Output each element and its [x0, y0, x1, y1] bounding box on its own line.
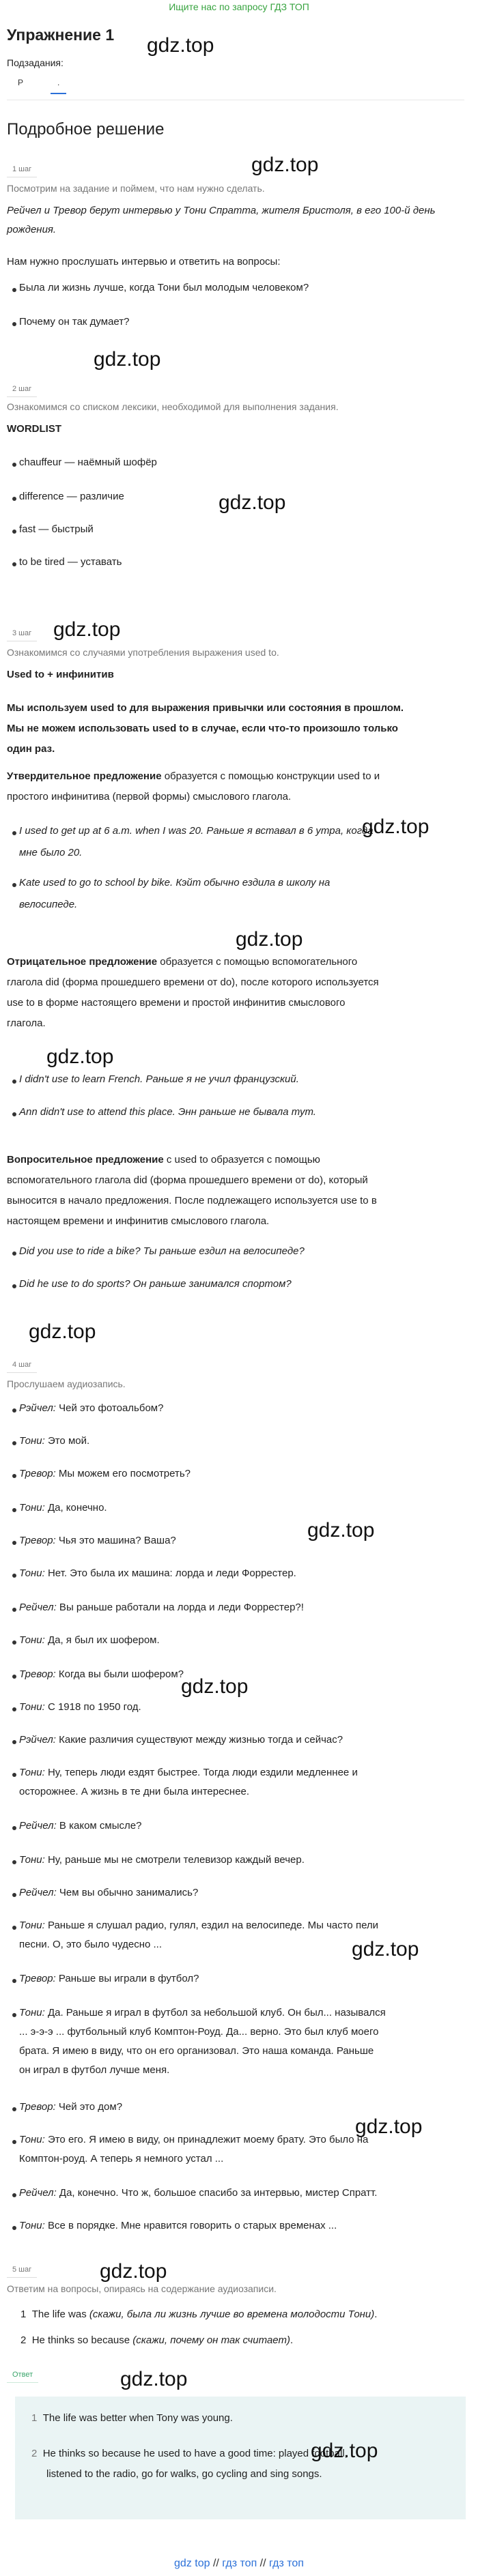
speech-text: Да. Раньше я играл в футбол за небольшой клуб. Он был... назывался [44, 2007, 386, 2018]
speaker-name: Тревор: [19, 1668, 56, 1680]
negative-title: Отрицательное предложение [7, 956, 158, 968]
speech-text: Какие различия существуют между жизнью тогда и сейчас? [55, 1734, 343, 1746]
watermark: gdz.top [236, 928, 303, 951]
affirmative-text: образуется с помощью конструкции used to и [161, 770, 380, 782]
step-note: Ответим на вопросы, опираясь на содержание аудиозаписи. [7, 2283, 277, 2294]
footer-separator: // [210, 2558, 223, 2569]
bullet [12, 497, 16, 501]
speaker-name: Рэйчел: [19, 1402, 56, 1414]
speech-text: Раньше вы играли в футбол? [55, 1973, 199, 1984]
question-text-4: настоящем времени и инфинитив смыслового глагола. [7, 1215, 270, 1227]
answer-text: He thinks so because he used to have a good time: played football, [42, 2448, 348, 2459]
negative-text-4: глагола. [7, 1017, 46, 1029]
word-item: difference — различие [19, 491, 124, 502]
bullet [12, 1080, 16, 1084]
answer-end: . [374, 2309, 378, 2320]
speaker-name: Тревор: [19, 2101, 56, 2113]
speech-text-cont: он играл в футбол лучше меня. [19, 2064, 170, 2076]
speech-text: В каком смысле? [56, 1820, 142, 1832]
bullet [12, 1640, 16, 1645]
dialogue-line [19, 1399, 464, 1418]
speaker-name: Тони: [19, 1435, 45, 1447]
watermark: gdz.top [251, 154, 319, 176]
step-badge: 5 шаг [7, 2266, 37, 2278]
speaker-name: Тони: [19, 1854, 45, 1866]
bullet [12, 1284, 16, 1288]
answer-line-2-cont: listened to the radio, go for walks, go cycling and sing songs. [46, 2468, 322, 2480]
watermark: gdz.top [120, 2368, 188, 2390]
dialogue-line [19, 2098, 464, 2117]
answer-template-1 [20, 2305, 464, 2324]
bullet [12, 831, 16, 835]
dialogue-line [19, 2003, 464, 2080]
answer-en: He thinks so because [31, 2334, 133, 2346]
watermark: gdz.top [94, 348, 161, 371]
answer-ru: (скажи, была ли жизнь лучше во времена молодости Тони) [89, 2309, 375, 2320]
solution-title: Подробное решение [7, 120, 165, 139]
speech-text: Раньше я слушал радио, гулял, ездил на велосипеде. Мы часто пели [44, 1920, 379, 1931]
example-item-cont: велосипеде. [19, 899, 78, 910]
speaker-name: Тони: [19, 1920, 45, 1931]
watermark: gdz.top [147, 34, 214, 57]
rule-line: Мы не можем использовать used to в случае, если что-то произошло только [7, 723, 398, 734]
question-title: Вопросительное предложение [7, 1154, 164, 1166]
bullet [12, 1574, 16, 1578]
speech-text: С 1918 по 1950 год. [44, 1701, 141, 1713]
speech-text: Чей это фотоальбом? [55, 1402, 164, 1414]
speech-text: Ну, раньше мы не смотрели телевизор каждый вечер. [44, 1854, 305, 1866]
speaker-name: Рейчел: [19, 1887, 57, 1898]
dialogue-line [19, 1731, 464, 1750]
bullet [12, 883, 16, 887]
bullet [12, 1251, 16, 1256]
speaker-name: Тони: [19, 2220, 45, 2231]
speech-text: Чем вы обычно занимались? [56, 1887, 199, 1898]
footer-separator: // [257, 2558, 270, 2569]
speech-text: Да, я был их шофером. [44, 1634, 160, 1646]
answer-en: The life was [31, 2309, 89, 2320]
speaker-name: Тревор: [19, 1973, 56, 1984]
speech-text: Да, конечно. [44, 1502, 107, 1514]
question-text-2: вспомогательного глагола did (форма прошедшего времени от do), который [7, 1174, 368, 1186]
speech-text-cont: ... э-э-э ... футбольный клуб Комптон-Роуд. Да... верно. Это был клуб моего [19, 2026, 379, 2038]
bullet [12, 1707, 16, 1711]
example-item: Kate used to go to school by bike. Кэйт обычно ездила в школу на [19, 877, 331, 888]
example-item: Did he use to do sports? Он раньше занимался спортом? [19, 1278, 292, 1290]
step-badge: 2 шаг [7, 385, 37, 397]
bullet [12, 1740, 16, 1744]
dialogue-line [19, 1464, 464, 1484]
bullet [12, 2226, 16, 2230]
speech-text: Вы раньше работали на лорда и леди Форрестер?! [56, 1602, 304, 1613]
bullet [12, 2013, 16, 2017]
dialogue-line [19, 1851, 464, 1870]
bullet [12, 1508, 16, 1512]
example-item: I used to get up at 6 a.m. when I was 20. Раньше я вставал в 6 утра, когда [19, 825, 374, 837]
watermark: gdz.top [181, 1675, 249, 1698]
negative-rule [7, 953, 464, 972]
answer-line-2: 2 He thinks so because he used to have a good time: played football, [31, 2448, 348, 2459]
speech-text-cont: песни. О, это было чудесно ... [19, 1939, 163, 1950]
footer-links [0, 2558, 478, 2570]
dialogue-line [19, 1631, 464, 1650]
question-text-3: выносится в начало предложения. После подлежащего используется use to в [7, 1195, 377, 1206]
speech-text-cont: осторожнее. А жизнь в те дни была интереснее. [19, 1786, 250, 1797]
watermark: gdz.top [100, 2260, 167, 2283]
dialogue-line [19, 2216, 464, 2235]
watermark: gdz.top [355, 2115, 423, 2138]
bullet [12, 1541, 16, 1545]
answer-text: The life was better when Tony was young. [42, 2412, 233, 2424]
bullet [12, 1112, 16, 1116]
speaker-name: Тони: [19, 1634, 45, 1646]
dialogue-line [19, 1698, 464, 1717]
bullet [12, 1979, 16, 1983]
speaker-name: Тони: [19, 1767, 45, 1778]
watermark: gdz.top [307, 1519, 375, 1542]
speaker-name: Рейчел: [19, 1602, 57, 1613]
speaker-name: Тревор: [19, 1468, 56, 1479]
affirmative-title: Утвердительное предложение [7, 770, 162, 782]
speaker-name: Тревор: [19, 1535, 56, 1546]
dialogue-line [19, 1432, 464, 1451]
speech-text: Это мой. [44, 1435, 90, 1447]
bullet [12, 2107, 16, 2111]
footer-link[interactable]: gdz top [174, 2558, 210, 2569]
negative-text-3: use to в форме настоящего времени и простой инфинитив смыслового [7, 997, 346, 1009]
dialogue-line [19, 1564, 464, 1583]
negative-text-2: глагола did (форма прошедшего времени от do), после которого используется [7, 976, 379, 988]
dialogue-line [19, 1499, 464, 1518]
wordlist-heading: WORDLIST [7, 423, 61, 435]
top-banner[interactable]: Ищите нас по запросу ГДЗ ТОП [169, 1, 309, 12]
speech-text: Да, конечно. Что ж, большое спасибо за интервью, мистер Спратт. [56, 2187, 378, 2199]
step-badge: 1 шаг [7, 165, 37, 177]
footer-link[interactable]: гдз топ [222, 2558, 257, 2569]
word-item: to be tired — уставать [19, 556, 122, 568]
speech-text-cont: брата. Я имею в виду, что он его организовал. Это наша команда. Раньше [19, 2045, 374, 2057]
dialogue-line [19, 1883, 464, 1902]
subtask-tab-dot[interactable]: . [51, 78, 66, 94]
question-item: Почему он так думает? [19, 316, 130, 328]
answer-template-2 [20, 2331, 464, 2350]
rule-line: Мы используем used to для выражения привычки или состояния в прошлом. [7, 702, 404, 714]
subtasks-label: Подзадания: [7, 57, 64, 68]
dialogue-line [19, 1763, 464, 1801]
speech-text: Когда вы были шофером? [55, 1668, 184, 1680]
watermark: gdz.top [311, 2440, 378, 2462]
step-note: Прослушаем аудиозапись. [7, 1378, 126, 1389]
bullet [12, 2193, 16, 2197]
answer-number: 2 [20, 2334, 27, 2346]
bullet [12, 1675, 16, 1679]
bullet [12, 1608, 16, 1612]
watermark: gdz.top [362, 815, 430, 838]
question-text: с used to образуется с помощью [163, 1154, 320, 1166]
speech-text: Это его. Я имею в виду, он принадлежит моему брату. Это было на [44, 2134, 369, 2145]
speech-text: Ну, теперь люди ездят быстрее. Тогда люди ездили медленнее и [44, 1767, 358, 1778]
watermark: gdz.top [219, 491, 286, 514]
question-rule [7, 1150, 464, 1170]
speaker-name: Рейчел: [19, 2187, 57, 2199]
answer-end: . [290, 2334, 294, 2346]
rule-line: один раз. [7, 743, 55, 755]
answer-line-1: 1 The life was better when Tony was young. [31, 2412, 233, 2424]
bullet [12, 2140, 16, 2144]
speaker-name: Тони: [19, 1502, 45, 1514]
word-item: chauffeur — наёмный шофёр [19, 457, 157, 468]
negative-text: образуется с помощью вспомогательного [157, 956, 358, 968]
dialogue-line [19, 1531, 464, 1550]
bullet [12, 1408, 16, 1413]
footer-link[interactable]: гдз топ [269, 2558, 304, 2569]
watermark: gdz.top [352, 1938, 419, 1960]
example-item: I didn't use to learn French. Раньше я не учил французский. [19, 1073, 299, 1085]
bullet [12, 1773, 16, 1777]
bullet [12, 1826, 16, 1830]
dialogue-line [19, 1969, 464, 1988]
word-item: fast — быстрый [19, 523, 94, 535]
step-note: Ознакомимся со случаями употребления выражения used to. [7, 647, 279, 658]
answer-ru: (скажи, почему он так считает) [132, 2334, 290, 2346]
affirmative-rule [7, 767, 464, 786]
speech-text: Чья это машина? Ваша? [55, 1535, 176, 1546]
step-badge: 3 шаг [7, 629, 37, 641]
dialogue-line [19, 1817, 464, 1836]
bullet [12, 1441, 16, 1445]
speaker-name: Тони: [19, 1701, 45, 1713]
used-to-heading: Used to + инфинитив [7, 669, 114, 680]
bullet [12, 1474, 16, 1478]
speech-text: Все в порядке. Мне нравится говорить о старых временах ... [44, 2220, 337, 2231]
bullet [12, 463, 16, 467]
watermark: gdz.top [53, 618, 121, 641]
intro-text: Рейчел и Тревор берут интервью у Тони Спратта, жителя Бристоля, в его 100-й день рождения. [7, 205, 436, 235]
speaker-name: Тони: [19, 2007, 45, 2018]
bullet [12, 288, 16, 292]
answer-badge: Ответ [7, 2371, 38, 2383]
bullet [12, 1926, 16, 1930]
speaker-name: Рейчел: [19, 1820, 57, 1832]
answer-number: 1 [20, 2309, 27, 2320]
watermark: gdz.top [46, 1045, 114, 1068]
dialogue-line [19, 1598, 464, 1617]
example-item-cont: мне было 20. [19, 847, 83, 858]
task-text: Нам нужно прослушать интервью и ответить на вопросы: [7, 256, 281, 267]
speaker-name: Тони: [19, 2134, 45, 2145]
bullet [12, 530, 16, 534]
bullet [12, 322, 16, 326]
subtask-tabs [11, 78, 464, 94]
step-note: Посмотрим на задание и поймем, что нам нужно сделать. [7, 183, 265, 194]
bullet [12, 1893, 16, 1897]
speech-text: Мы можем его посмотреть? [55, 1468, 191, 1479]
speech-text-cont: Комптон-роуд. А теперь я немного устал ... [19, 2153, 224, 2165]
dialogue-line [19, 2184, 464, 2203]
bullet [12, 1860, 16, 1864]
subtask-tab-p[interactable]: Р [18, 78, 24, 87]
speaker-name: Рэйчел: [19, 1734, 56, 1746]
watermark: gdz.top [29, 1320, 96, 1343]
step-note: Ознакомимся со списком лексики, необходимой для выполнения задания. [7, 401, 339, 412]
example-item: Did you use to ride a bike? Ты раньше ездил на велосипеде? [19, 1245, 305, 1257]
question-item: Была ли жизнь лучше, когда Тони был молодым человеком? [19, 282, 309, 293]
speech-text: Нет. Это была их машина: лорда и леди Форрестер. [44, 1567, 296, 1579]
example-item: Ann didn't use to attend this place. Энн раньше не бывала тут. [19, 1106, 316, 1118]
exercise-title: Упражнение 1 [7, 26, 115, 44]
speaker-name: Тони: [19, 1567, 45, 1579]
speech-text: Чей это дом? [55, 2101, 123, 2113]
step-badge: 4 шаг [7, 1361, 37, 1373]
affirmative-text-2: простого инфинитива (первой формы) смыслового глагола. [7, 791, 292, 802]
bullet [12, 562, 16, 566]
